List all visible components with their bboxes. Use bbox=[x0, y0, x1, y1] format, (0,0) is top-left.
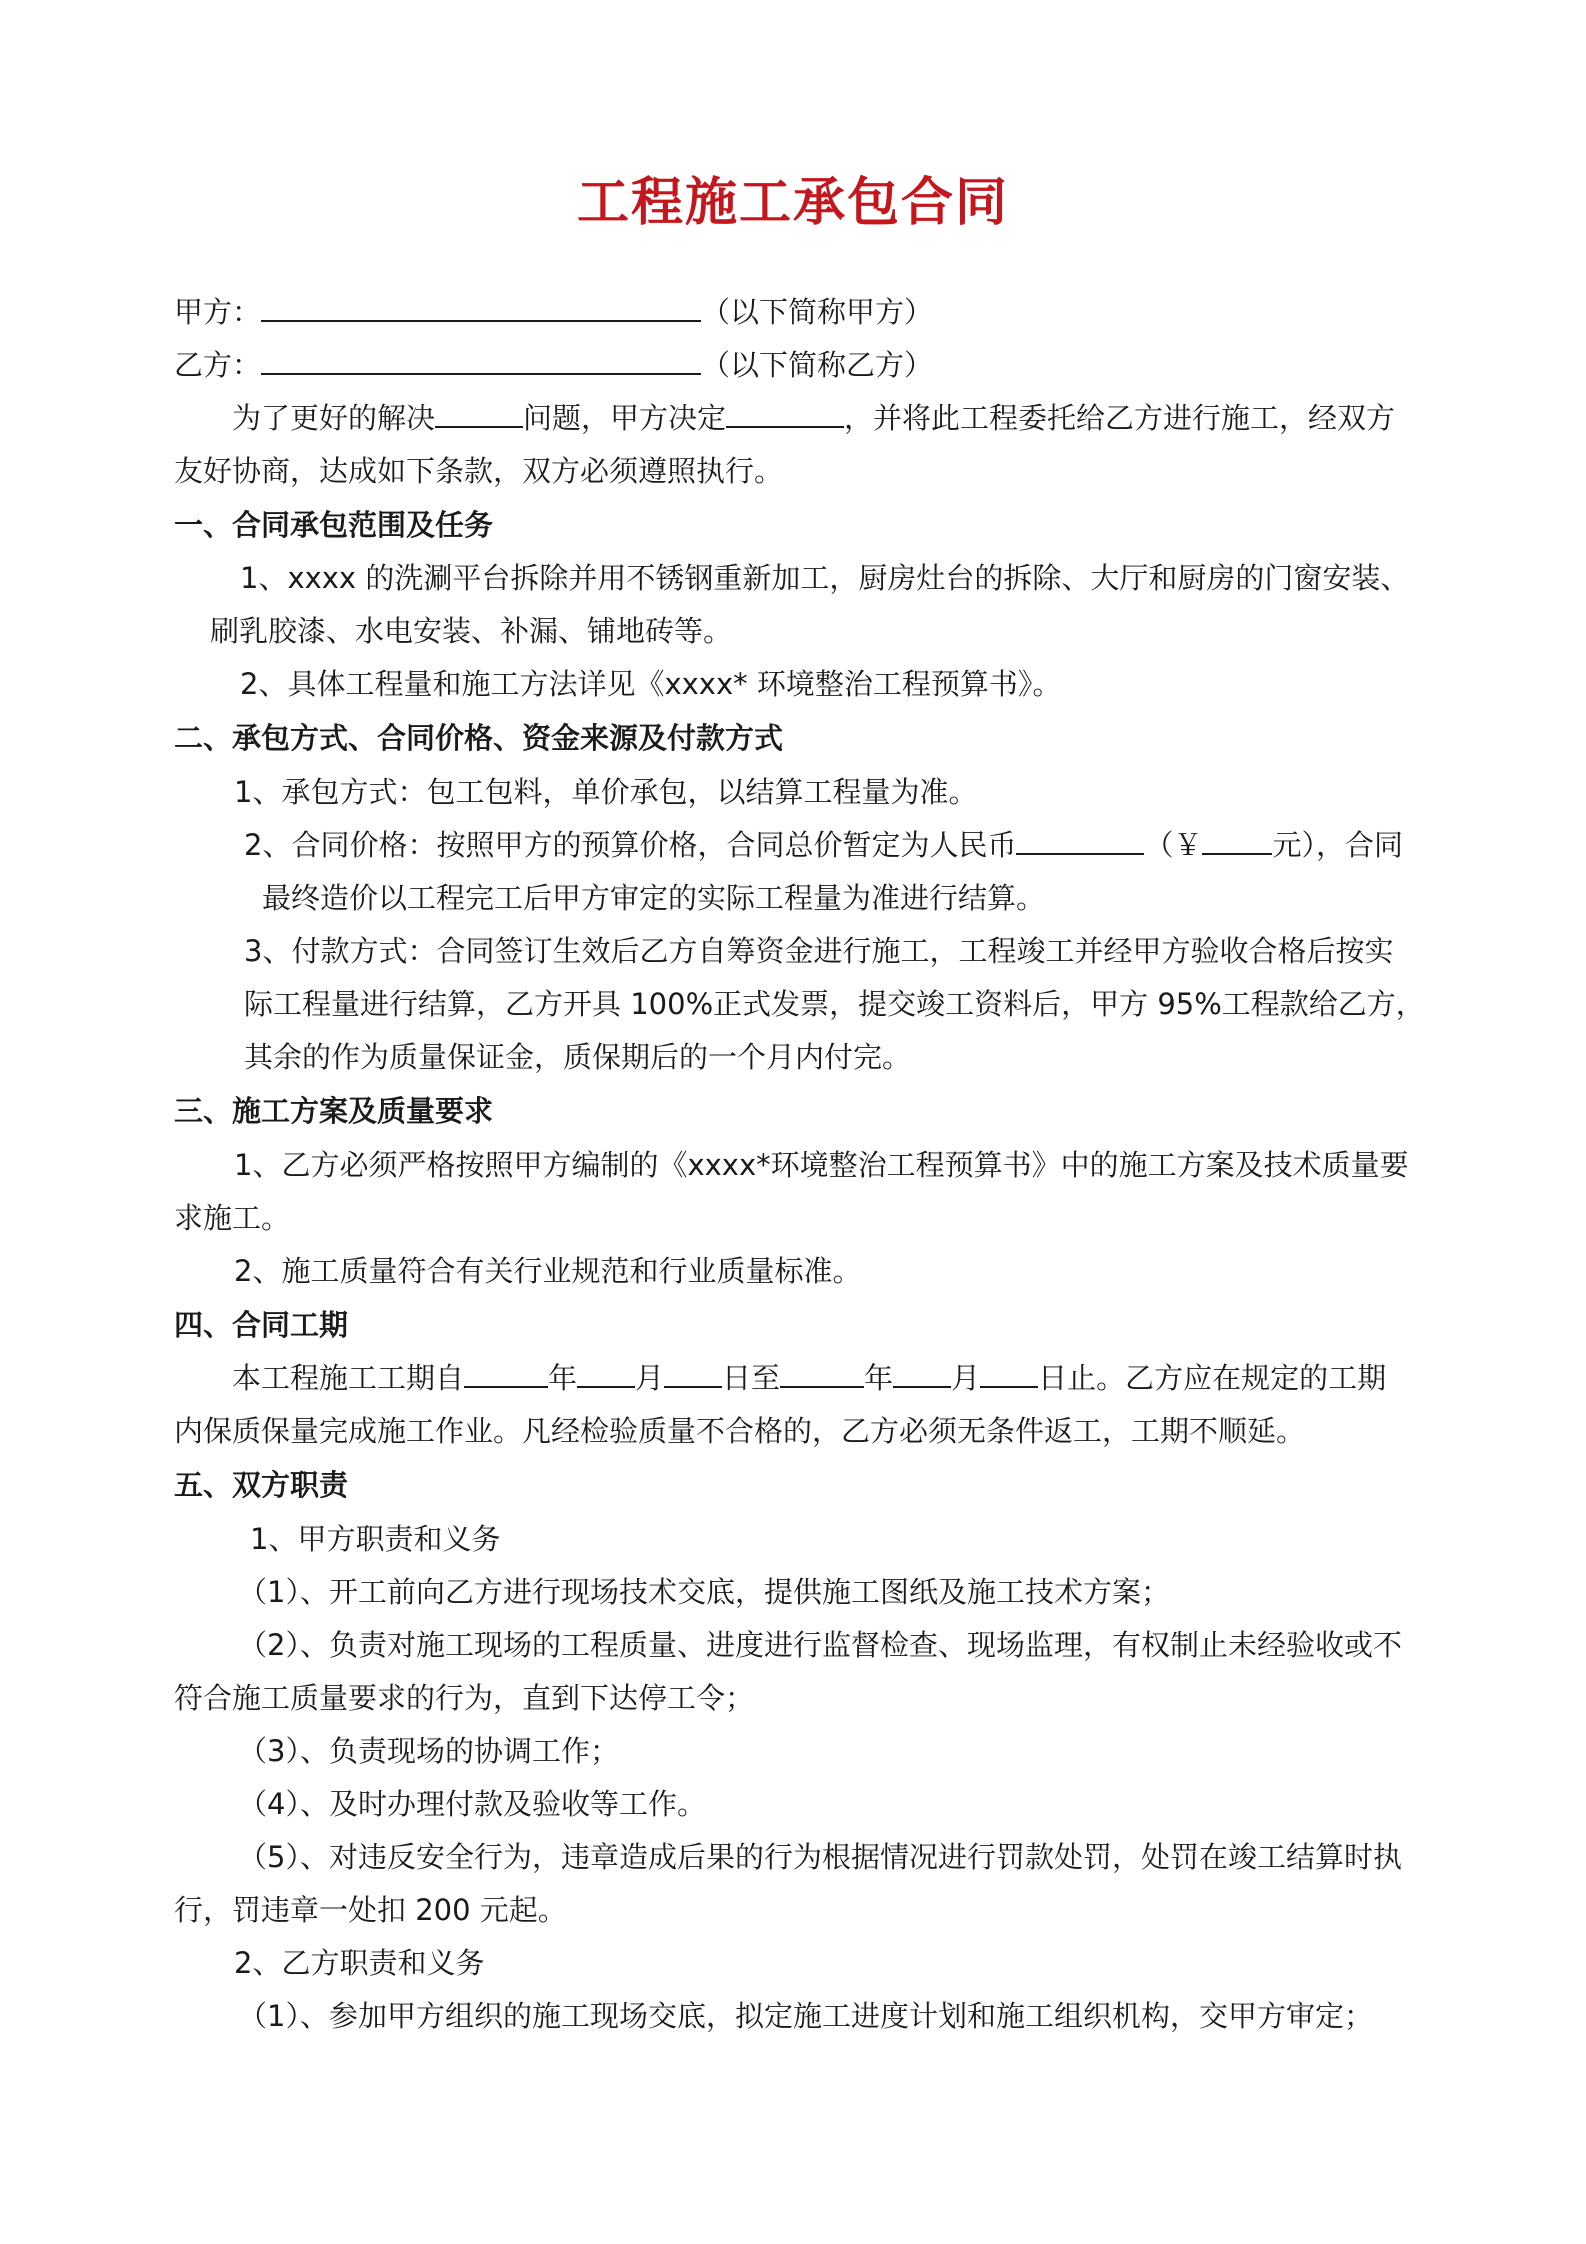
month-label-2: 月 bbox=[951, 1361, 981, 1395]
a-duty-4: （4）、及时办理付款及验收等工作。 bbox=[238, 1787, 706, 1821]
a-duty-5: （5）、对违反安全行为，违章造成后果的行为根据情况进行罚款处罚，处罚在竣工结算时执 bbox=[238, 1840, 1402, 1874]
party-b-blank[interactable] bbox=[261, 347, 701, 375]
party-a-duties-title: 1、甲方职责和义务 bbox=[250, 1522, 501, 1556]
intro-text-1: 为了更好的解决 bbox=[232, 401, 436, 435]
section-2-heading: 二、承包方式、合同价格、资金来源及付款方式 bbox=[174, 721, 784, 755]
s4-paragraph-cont: 内保质保量完成施工作业。凡经检验质量不合格的，乙方必须无条件返工，工期不顺延。 bbox=[174, 1414, 1306, 1448]
party-a-note: （以下简称甲方） bbox=[701, 295, 934, 329]
start-year-blank[interactable] bbox=[464, 1360, 548, 1388]
s2-item-3: 3、付款方式：合同签订生效后乙方自筹资金进行施工，工程竣工并经甲方验收合格后按实 bbox=[244, 934, 1394, 968]
year-label-1: 年 bbox=[548, 1361, 578, 1395]
intro-line-2: 友好协商，达成如下条款，双方必须遵照执行。 bbox=[174, 454, 784, 488]
s3-item-1: 1、乙方必须严格按照甲方编制的《xxxx*环境整治工程预算书》中的施工方案及技术质量要 bbox=[234, 1148, 1409, 1182]
intro-text-2: 问题，甲方决定 bbox=[523, 401, 727, 435]
section-1-heading: 一、合同承包范围及任务 bbox=[174, 508, 494, 542]
s3-item-1-cont: 求施工。 bbox=[174, 1201, 291, 1235]
s4-text-1: 本工程施工工期自 bbox=[232, 1361, 465, 1395]
party-b-duties-title: 2、乙方职责和义务 bbox=[234, 1946, 485, 1980]
intro-text-3: ，并将此工程委托给乙方进行施工，经双方 bbox=[844, 401, 1396, 435]
end-year-blank[interactable] bbox=[780, 1360, 864, 1388]
document-title: 工程施工承包合同 bbox=[576, 173, 1009, 233]
s3-item-2: 2、施工质量符合有关行业规范和行业质量标准。 bbox=[234, 1254, 862, 1288]
party-a-blank[interactable] bbox=[261, 294, 701, 322]
end-month-blank[interactable] bbox=[893, 1360, 951, 1388]
a-duty-2-cont: 符合施工质量要求的行为，直到下达停工令； bbox=[174, 1681, 755, 1715]
s1-item-1-cont: 刷乳胶漆、水电安装、补漏、铺地砖等。 bbox=[210, 614, 733, 648]
decision-blank[interactable] bbox=[726, 400, 844, 428]
intro-paragraph bbox=[232, 398, 1395, 438]
section-4-heading: 四、合同工期 bbox=[174, 1308, 349, 1342]
price-rmb-blank[interactable] bbox=[1016, 827, 1144, 855]
party-b-label: 乙方： bbox=[174, 348, 262, 382]
start-day-blank[interactable] bbox=[664, 1360, 722, 1388]
yen-open: （￥ bbox=[1144, 828, 1203, 862]
day-end-label: 日止。乙方应在规定的工期 bbox=[1038, 1361, 1387, 1395]
party-b-note: （以下简称乙方） bbox=[701, 348, 934, 382]
section-3-heading: 三、施工方案及质量要求 bbox=[174, 1094, 494, 1128]
section-5-heading: 五、双方职责 bbox=[174, 1468, 349, 1502]
start-month-blank[interactable] bbox=[577, 1360, 635, 1388]
year-label-2: 年 bbox=[864, 1361, 894, 1395]
end-day-blank[interactable] bbox=[980, 1360, 1038, 1388]
party-a-line bbox=[174, 292, 933, 332]
s1-item-1: 1、xxxx 的洗涮平台拆除并用不锈钢重新加工，厨房灶台的拆除、大厅和厨房的门窗安装、 bbox=[240, 561, 1410, 595]
month-label-1: 月 bbox=[635, 1361, 665, 1395]
s1-item-2: 2、具体工程量和施工方法详见《xxxx* 环境整治工程预算书》。 bbox=[240, 667, 1062, 701]
party-b-line bbox=[174, 345, 933, 385]
a-duty-5-cont: 行，罚违章一处扣 200 元起。 bbox=[174, 1893, 567, 1927]
s4-paragraph bbox=[232, 1358, 1386, 1398]
day-to-label: 日至 bbox=[722, 1361, 781, 1395]
s2-item-2-text: 2、合同价格：按照甲方的预算价格，合同总价暂定为人民币 bbox=[244, 828, 1017, 862]
b-duty-1: （1）、参加甲方组织的施工现场交底，拟定施工进度计划和施工组织机构，交甲方审定； bbox=[238, 1999, 1373, 2033]
s2-item-2 bbox=[244, 825, 1403, 865]
s2-item-3-cont-1: 际工程量进行结算，乙方开具 100%正式发票，提交竣工资料后，甲方 95%工程款给乙方， bbox=[244, 987, 1425, 1021]
a-duty-2: （2）、负责对施工现场的工程质量、进度进行监督检查、现场监理，有权制止未经验收或不 bbox=[238, 1628, 1402, 1662]
s2-item-2-cont: 最终造价以工程完工后甲方审定的实际工程量为准进行结算。 bbox=[262, 881, 1046, 915]
s2-item-1: 1、承包方式：包工包料，单价承包，以结算工程量为准。 bbox=[234, 775, 978, 809]
a-duty-1: （1）、开工前向乙方进行现场技术交底，提供施工图纸及施工技术方案； bbox=[238, 1575, 1170, 1609]
price-yen-blank[interactable] bbox=[1202, 827, 1272, 855]
problem-blank[interactable] bbox=[435, 400, 523, 428]
party-a-label: 甲方： bbox=[174, 295, 262, 329]
a-duty-3: （3）、负责现场的协调工作； bbox=[238, 1734, 619, 1768]
yen-close: 元），合同 bbox=[1272, 828, 1403, 862]
s2-item-3-cont-2: 其余的作为质量保证金，质保期后的一个月内付完。 bbox=[244, 1040, 912, 1074]
